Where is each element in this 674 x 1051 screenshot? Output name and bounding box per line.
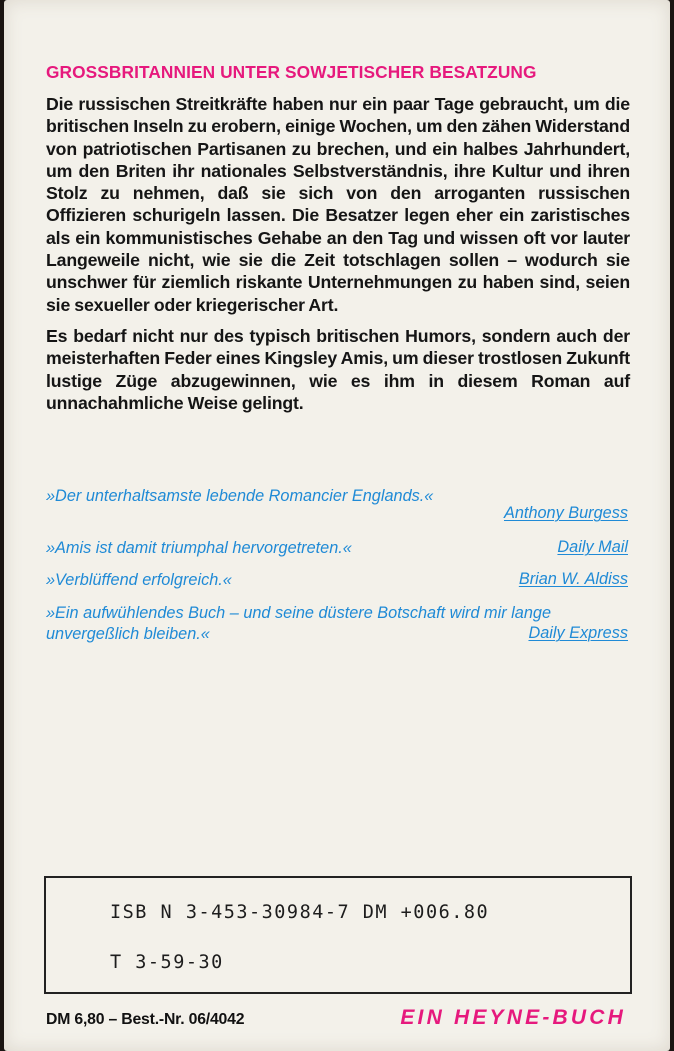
blurb-text — [46, 93, 630, 423]
review-quote-3: »Verblüffend erfolgreich.« — [46, 571, 232, 589]
code-line: T 3-59-30 — [110, 952, 224, 973]
blurb-paragraph-1: Die russischen Streitkräfte haben nur ein paar Tage gebraucht, um die britischen Inseln zu erobern, einige Wochen, um den zähen Widerstand von patriotischen Partisanen zu brechen, und ein halbes Jahrhundert, um den Briten ihr nationales Selbstverständnis, ihre Kultur und ihren Stolz zu nehmen, daß sie sich von den arroganten russischen Offizieren schurigeln lassen. Die Besatzer legen eher ein zaristisches als ein kommunistisches Gehabe an den Tag und wissen oft vor lauter Langeweile nicht, wie sie die Zeit totschlagen sollen – wodurch sie unschwer für ziemlich riskante Unternehmungen zu haben sind, seien sie sexueller oder kriegerischer Art. — [46, 94, 630, 315]
book-back-cover — [4, 0, 670, 1051]
review-quote-1: »Der unterhaltsamste lebende Romancier Englands.« — [46, 487, 434, 505]
blurb-paragraph-2: Es bedarf nicht nur des typisch britischen Humors, sondern auch der meisterhaften Feder eines Kingsley Amis, um dieser trostlosen Zukunft lustige Züge abzugewinnen, wie es ihm in diesem Roman auf unnachahmliche Weise gelingt. — [46, 325, 630, 413]
review-quote-2: »Amis ist damit triumphal hervorgetreten.« — [46, 539, 352, 557]
isbn-box — [44, 876, 632, 994]
publisher-logo: EIN HEYNE-BUCH — [400, 1006, 626, 1029]
review-quote-4: »Ein aufwühlendes Buch – und seine düstere Botschaft wird mir lange unvergeßlich bleiben.« — [46, 604, 552, 643]
price-line: DM 6,80 – Best.-Nr. 06/4042 — [46, 1011, 245, 1028]
review-source-1: Anthony Burgess — [504, 504, 628, 522]
review-source-2: Daily Mail — [557, 538, 628, 556]
isbn-line: ISB N 3-453-30984-7 DM +006.80 — [110, 902, 490, 923]
cover-heading: GROSSBRITANNIEN UNTER SOWJETISCHER BESATZUNG — [46, 62, 537, 82]
review-source-4: Daily Express — [528, 624, 628, 642]
review-source-3: Brian W. Aldiss — [518, 570, 628, 588]
